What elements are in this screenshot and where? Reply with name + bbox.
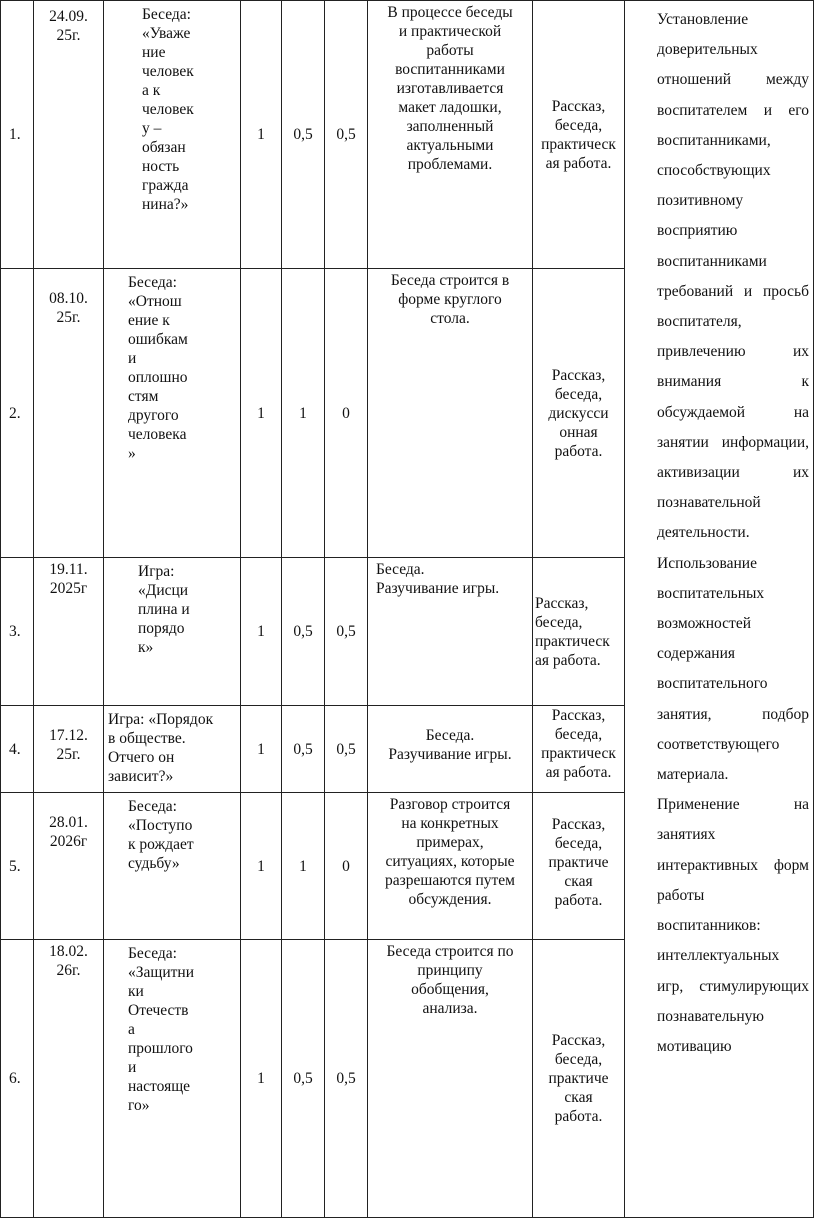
row-practice-hours: 0,5 (325, 558, 368, 706)
row-number: 6. (1, 940, 34, 1218)
row-theory-hours: 0,5 (282, 558, 325, 706)
row-number: 1. (1, 1, 34, 269)
row-topic: Беседа: «Защитни ки Отечеств а прошлого и настояще го» (104, 940, 241, 1218)
row-practice-hours: 0 (325, 793, 368, 940)
row-content: Беседа строится в форме круглого стола. (368, 269, 533, 558)
row-form: Рассказ, беседа, практиче ская работа. (533, 940, 625, 1218)
row-topic: Игра: «Порядок в обществе. Отчего он зависит?» (104, 706, 241, 793)
row-total-hours: 1 (241, 1, 282, 269)
row-number: 4. (1, 706, 34, 793)
row-form: Рассказ, беседа, дискусси онная работа. (533, 269, 625, 558)
row-date: 17.12. 25г. (34, 706, 104, 793)
row-topic: Беседа: «Поступо к рождает судьбу» (104, 793, 241, 940)
row-total-hours: 1 (241, 269, 282, 558)
row-content: Беседа. Разучивание игры. (368, 706, 533, 793)
row-total-hours: 1 (241, 558, 282, 706)
row-theory-hours: 1 (282, 793, 325, 940)
description-text: Установление доверительных отношений между воспитателем и его воспитанниками, способствующих позитивному восприятию воспитанниками требований и просьб воспитателя, привлечению их внимания к обсуждаемой на занятии информации, активизации их познавательной деятельности. Использование воспитательных возможностей содержания воспитательного занятия, подбор соответствующего материала. Применение на занятиях интерактивных форм работы воспитанников: интеллектуальных игр, стимулирующих познавательную мотивацию (657, 11, 809, 1055)
table-row (1, 1, 814, 269)
row-form: Рассказ, беседа, практическ ая работа. (533, 1, 625, 269)
row-total-hours: 1 (241, 706, 282, 793)
row-number: 5. (1, 793, 34, 940)
row-theory-hours: 0,5 (282, 1, 325, 269)
row-content: В процессе беседы и практической работы воспитанниками изготавливается макет ладошки, заполненный актуальными проблемами. (368, 1, 533, 269)
row-topic: Беседа: «Отнош ение к ошибкам и оплошно стям другого человека » (104, 269, 241, 558)
row-theory-hours: 1 (282, 269, 325, 558)
row-theory-hours: 0,5 (282, 706, 325, 793)
row-number: 3. (1, 558, 34, 706)
row-form: Рассказ, беседа, практическ ая работа. (533, 706, 625, 793)
row-practice-hours: 0,5 (325, 940, 368, 1218)
row-date: 08.10. 25г. (34, 269, 104, 558)
row-date: 19.11. 2025г (34, 558, 104, 706)
row-topic: Беседа: «Уваже ние человек а к человек у – обязан ность гражда нина?» (104, 1, 241, 269)
row-number: 2. (1, 269, 34, 558)
row-total-hours: 1 (241, 940, 282, 1218)
row-content: Разговор строится на конкретных примерах, ситуациях, которые разрешаются путем обсуждения. (368, 793, 533, 940)
row-date: 18.02. 26г. (34, 940, 104, 1218)
row-date: 28.01. 2026г (34, 793, 104, 940)
row-practice-hours: 0,5 (325, 1, 368, 269)
row-form: Рассказ, беседа, практическ ая работа. (533, 558, 625, 706)
row-total-hours: 1 (241, 793, 282, 940)
row-topic: Игра: «Дисци плина и порядо к» (104, 558, 241, 706)
row-content: Беседа строится по принципу обобщения, анализа. (368, 940, 533, 1218)
description-cell (625, 1, 814, 1218)
row-content: Беседа. Разучивание игры. (368, 558, 533, 706)
row-date: 24.09. 25г. (34, 1, 104, 269)
row-theory-hours: 0,5 (282, 940, 325, 1218)
row-practice-hours: 0,5 (325, 706, 368, 793)
row-practice-hours: 0 (325, 269, 368, 558)
row-form: Рассказ, беседа, практиче ская работа. (533, 793, 625, 940)
